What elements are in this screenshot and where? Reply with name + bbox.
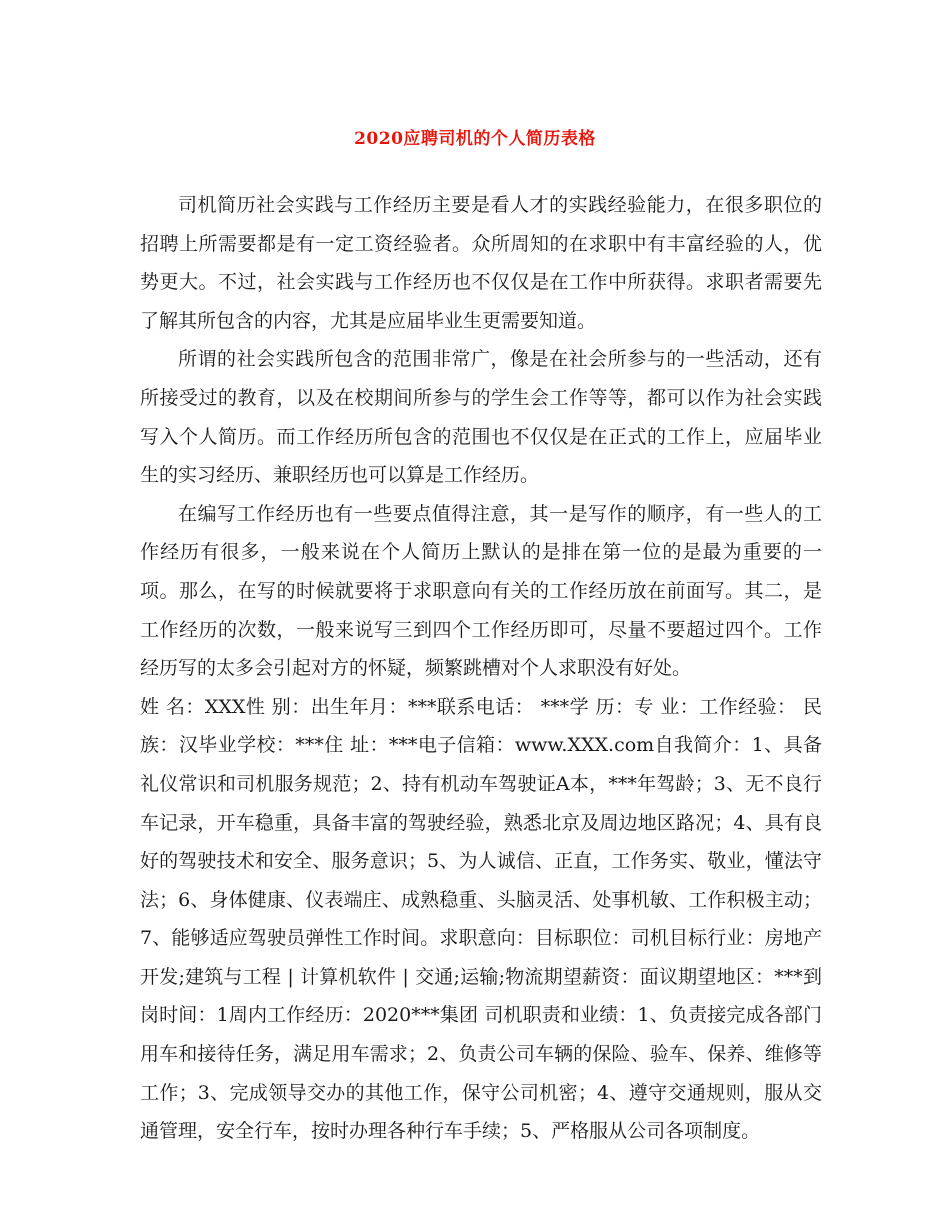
paragraph-writing-tips: 在编写工作经历也有一些要点值得注意，其一是写作的顺序，有一些人的工作经历有很多，一般来说在个人简历上默认的是排在第一位的是最为重要的一项。那么，在写的时候就要将于求职意向有关的工作经历放在前面写。其二，是工作经历的次数，一般来说写三到四个工作经历即可，尽量不要超过四个。工作经历写的太多会引起对方的怀疑，频繁跳槽对个人求职没有好处。 xyxy=(140,502,822,680)
document-body xyxy=(140,186,822,1151)
document-title: 2020应聘司机的个人简历表格 xyxy=(354,129,596,149)
paragraph-intro: 司机简历社会实践与工作经历主要是看人才的实践经验能力，在很多职位的招聘上所需要都是有一定工资经验者。众所周知的在求职中有丰富经验的人，优势更大。不过，社会实践与工作经历也不仅仅是在工作中所获得。求职者需要先了解其所包含的内容，尤其是应届毕业生更需要知道。 xyxy=(140,194,822,332)
paragraph-social-practice: 所谓的社会实践所包含的范围非常广，像是在社会所参与的一些活动，还有所接受过的教育，以及在校期间所参与的学生会工作等等，都可以作为社会实践写入个人简历。而工作经历所包含的范围也不仅仅是在正式的工作上，应届毕业生的实习经历、兼职经历也可以算是工作经历。 xyxy=(140,348,822,487)
resume-details: 姓 名：XXX性 别：出生年月：***联系电话： ***学 历：专 业：工作经验： 民族：汉毕业学校：***住 址：***电子信箱：www.XXX.com自我简介：1、具备礼仪常识和司机服务规范；2、持有机动车驾驶证A本，***年驾龄；3、无不良行车记录，开车稳重，具备丰富的驾驶经验，熟悉北京及周边地区路况；4、具有良好的驾驶技术和安全、服务意识；5、为人诚信、正直，工作务实、敬业，懂法守法；6、身体健康、仪表端庄、成熟稳重、头脑灵活、处事机敏、工作积极主动；7、能够适应驾驶员弹性工作时间。求职意向：目标职位：司机目标行业：房地产开发;建筑与工程 | 计算机软件 | 交通;运输;物流期望薪资：面议期望地区：***到岗时间：1周内工作经历：2020***集团 司机职责和业绩：1、负责接完成各部门用车和接待任务，满足用车需求；2、负责公司车辆的保险、验车、保养、维修等工作；3、完成领导交办的其他工作，保守公司机密；4、遵守交通规则，服从交通管理，安全行车，按时办理各种行车手续；5、严格服从公司各项制度。 xyxy=(140,695,822,1143)
